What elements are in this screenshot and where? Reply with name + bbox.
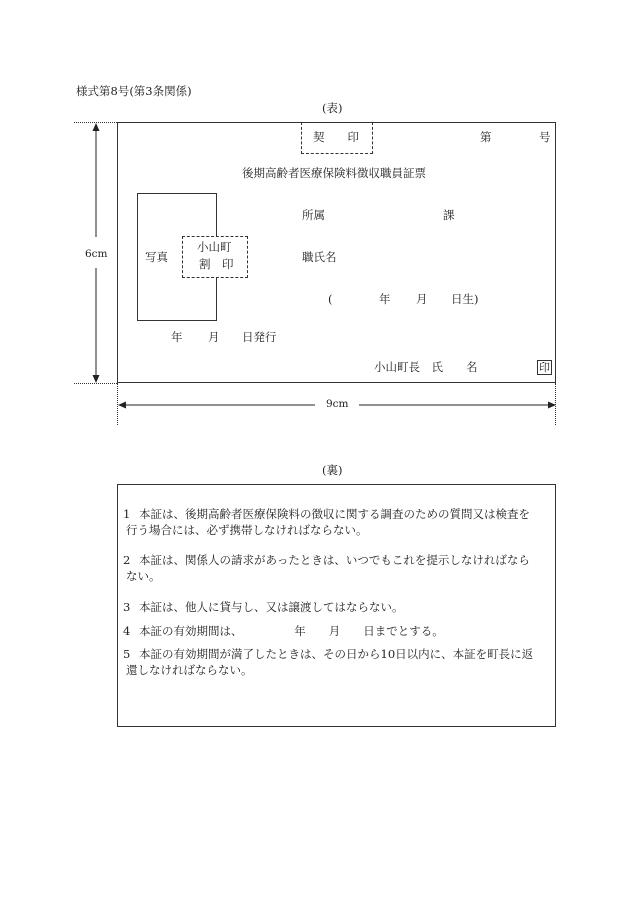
section-label: 課 (443, 208, 455, 222)
note-item (123, 624, 553, 640)
front-heading: (表) (322, 101, 343, 115)
note-number: 2 (123, 553, 131, 567)
issue-day-label: 日発行 (242, 330, 277, 344)
note-number: 5 (123, 647, 131, 661)
birth-month-label: 月 (416, 292, 428, 306)
number-prefix: 第 (480, 130, 492, 144)
photo-label: 写真 (145, 250, 168, 264)
height-dimension-label: 6cm (85, 248, 108, 260)
note-text-continued: ない。 (126, 568, 161, 583)
contract-seal-label: 契 印 (313, 130, 359, 144)
card-title: 後期高齢者医療保険料徴収職員証票 (242, 166, 426, 180)
note-item (123, 507, 553, 538)
width-dimension-label: 9cm (326, 398, 349, 410)
mayor-label: 小山町長 氏 名 (374, 360, 478, 374)
number-suffix: 号 (539, 130, 551, 144)
note-item (123, 600, 553, 616)
seal-mark: 印 (539, 361, 550, 374)
note-text: 本証は、関係人の請求があったときは、いつでもこれを提示しなければなら (139, 553, 530, 567)
note-text-continued: 還しなければならない。 (126, 662, 253, 677)
note-text: 本証は、他人に貸与し、又は譲渡してはならない。 (139, 600, 404, 614)
note-text-continued: 行う場合には、必ず携帯しなければならない。 (126, 522, 368, 537)
birth-day-label: 日生) (451, 292, 479, 306)
note-text: 本証の有効期間が満了したときは、その日から10日以内に、本証を町長に返 (139, 647, 534, 661)
note-number: 3 (123, 600, 131, 614)
birth-open-paren: ( (328, 292, 333, 306)
issue-month-label: 月 (208, 330, 220, 344)
note-item (123, 647, 553, 678)
note-number: 1 (123, 507, 131, 521)
note-number: 4 (123, 624, 131, 638)
name-label: 職氏名 (302, 250, 337, 264)
note-text: 本証は、後期高齢者医療保険料の徴収に関する調査のための質問又は検査を (139, 507, 530, 521)
note-text: 本証の有効期間は、 年 月 日までとする。 (139, 624, 444, 638)
back-heading: (裏) (322, 463, 343, 477)
affiliation-label: 所属 (302, 208, 325, 222)
note-item (123, 553, 553, 584)
town-seal-line2: 割 印 (199, 257, 234, 271)
form-label: 様式第8号(第3条関係) (76, 84, 192, 98)
town-seal-line1: 小山町 (197, 240, 232, 254)
issue-year-label: 年 (171, 330, 183, 344)
birth-year-label: 年 (379, 292, 391, 306)
